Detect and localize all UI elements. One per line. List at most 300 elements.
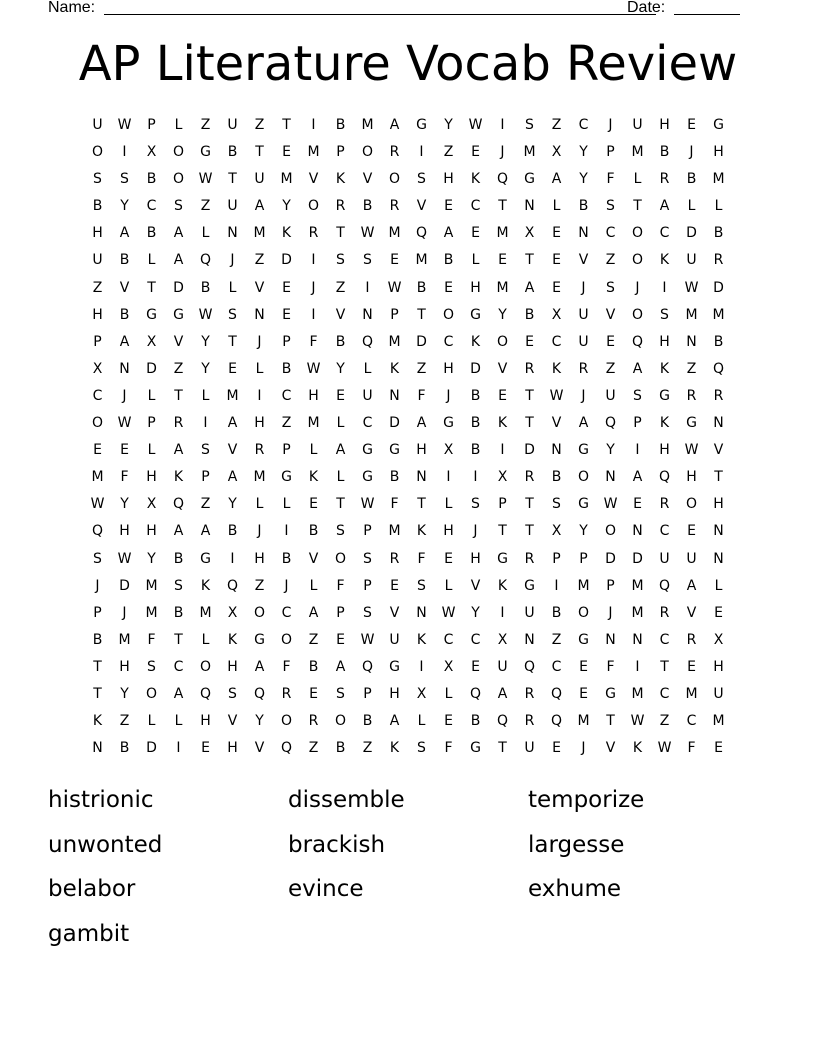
grid-letter: V	[686, 604, 697, 621]
grid-letter: U	[578, 306, 589, 323]
grid-letter: I	[311, 252, 316, 269]
grid-letter: O	[577, 604, 590, 621]
grid-letter: E	[309, 496, 318, 513]
grid-letter: R	[686, 387, 697, 404]
grid-letter: R	[389, 550, 400, 567]
grid-letter: L	[714, 198, 723, 215]
grid-letter: P	[147, 117, 156, 133]
grid-letter: G	[443, 415, 454, 432]
grid-letter: T	[525, 387, 534, 404]
grid-letter: C	[146, 198, 157, 215]
word-list-item: dissemble	[288, 787, 405, 813]
grid-letter: T	[336, 496, 345, 513]
grid-letter: L	[201, 225, 210, 242]
grid-letter: N	[227, 225, 238, 242]
grid-letter: Z	[686, 360, 697, 377]
grid-letter: T	[174, 387, 183, 404]
grid-letter: E	[687, 658, 696, 675]
grid-letter: R	[713, 252, 724, 269]
grid-letter: B	[524, 306, 535, 323]
grid-letter: M	[199, 604, 212, 621]
grid-letter: O	[496, 333, 509, 350]
grid-letter: B	[335, 740, 346, 757]
grid-letter: G	[389, 658, 400, 675]
grid-letter: J	[581, 387, 586, 404]
grid-letter: H	[308, 387, 319, 404]
grid-letter: B	[200, 279, 211, 296]
grid-letter: C	[443, 333, 454, 350]
grid-letter: S	[552, 496, 561, 513]
grid-letter: K	[659, 415, 670, 432]
grid-row	[84, 491, 732, 518]
grid-letter: Y	[444, 117, 453, 133]
grid-letter: D	[686, 225, 697, 242]
grid-letter: J	[689, 144, 694, 161]
grid-letter: Y	[579, 171, 588, 188]
grid-letter: I	[419, 144, 424, 161]
grid-letter: D	[470, 360, 481, 377]
grid-letter: S	[228, 685, 237, 702]
grid-letter: E	[687, 117, 696, 133]
grid-letter: Q	[550, 685, 563, 702]
grid-letter: A	[578, 415, 589, 432]
grid-letter: N	[578, 225, 589, 242]
grid-letter: E	[552, 225, 561, 242]
grid-letter: A	[227, 415, 238, 432]
grid-letter: C	[659, 225, 670, 242]
grid-letter: K	[173, 469, 184, 486]
grid-letter: S	[363, 604, 372, 621]
grid-letter: D	[146, 360, 157, 377]
grid-letter: D	[524, 442, 535, 459]
grid-letter: R	[686, 631, 697, 648]
grid-letter: W	[198, 306, 213, 323]
word-list-item: evince	[288, 876, 364, 902]
grid-letter: E	[336, 631, 345, 648]
grid-letter: I	[311, 117, 316, 133]
grid-letter: B	[173, 550, 184, 567]
grid-letter: B	[416, 279, 427, 296]
grid-letter: G	[146, 306, 157, 323]
grid-letter: W	[684, 279, 699, 296]
grid-letter: Z	[254, 577, 265, 594]
grid-letter: B	[470, 387, 481, 404]
grid-letter: O	[91, 144, 104, 161]
grid-letter: S	[660, 306, 669, 323]
grid-letter: W	[90, 496, 105, 513]
grid-letter: B	[470, 442, 481, 459]
grid-letter: A	[254, 658, 265, 675]
grid-letter: X	[146, 144, 157, 161]
grid-letter: U	[227, 117, 238, 133]
grid-letter: J	[608, 604, 613, 621]
grid-letter: F	[147, 631, 156, 648]
grid-letter: G	[254, 631, 265, 648]
grid-letter: M	[496, 225, 509, 242]
grid-letter: O	[91, 415, 104, 432]
grid-letter: J	[446, 387, 451, 404]
grid-letter: L	[309, 577, 318, 594]
grid-letter: X	[416, 685, 427, 702]
grid-letter: U	[578, 333, 589, 350]
grid-letter: I	[500, 604, 505, 621]
grid-row	[84, 464, 732, 491]
grid-letter: C	[362, 415, 373, 432]
grid-letter: R	[524, 685, 535, 702]
word-list	[48, 778, 768, 956]
grid-letter: L	[714, 577, 723, 594]
grid-letter: U	[497, 658, 508, 675]
grid-letter: E	[93, 442, 102, 459]
grid-letter: O	[604, 523, 617, 540]
grid-letter: M	[685, 306, 698, 323]
grid-letter: M	[415, 252, 428, 269]
grid-letter: B	[308, 658, 319, 675]
grid-letter: D	[632, 550, 643, 567]
grid-letter: S	[174, 198, 183, 215]
grid-letter: F	[390, 496, 399, 513]
grid-letter: T	[228, 333, 237, 350]
grid-letter: S	[417, 740, 426, 757]
grid-letter: G	[578, 442, 589, 459]
grid-row	[84, 193, 732, 220]
grid-letter: S	[228, 306, 237, 323]
grid-letter: P	[282, 442, 291, 459]
grid-letter: M	[631, 685, 644, 702]
grid-letter: Q	[361, 333, 374, 350]
grid-letter: P	[633, 415, 642, 432]
grid-letter: V	[362, 171, 373, 188]
grid-letter: U	[92, 252, 103, 269]
grid-letter: E	[714, 740, 723, 757]
grid-letter: F	[417, 387, 426, 404]
grid-letter: H	[119, 658, 130, 675]
grid-letter: R	[389, 144, 400, 161]
grid-letter: J	[311, 279, 316, 296]
grid-letter: M	[496, 279, 509, 296]
grid-letter: E	[687, 523, 696, 540]
grid-letter: M	[118, 631, 131, 648]
grid-letter: C	[659, 631, 670, 648]
grid-letter: T	[606, 713, 615, 730]
grid-letter: O	[685, 496, 698, 513]
grid-letter: I	[446, 469, 451, 486]
grid-letter: E	[120, 442, 129, 459]
grid-letter: W	[387, 279, 402, 296]
grid-letter: N	[713, 523, 724, 540]
grid-letter: Z	[200, 496, 211, 513]
grid-letter: A	[389, 117, 400, 133]
grid-letter: H	[92, 306, 103, 323]
grid-letter: E	[390, 252, 399, 269]
grid-letter: C	[551, 333, 562, 350]
grid-letter: F	[417, 550, 426, 567]
grid-letter: L	[444, 577, 453, 594]
grid-letter: B	[443, 252, 454, 269]
grid-letter: B	[713, 225, 724, 242]
grid-letter: R	[308, 713, 319, 730]
grid-letter: D	[416, 333, 427, 350]
grid-letter: B	[227, 144, 238, 161]
grid-letter: X	[713, 631, 724, 648]
grid-letter: H	[470, 279, 481, 296]
grid-letter: E	[579, 685, 588, 702]
grid-row	[84, 247, 732, 274]
grid-letter: V	[173, 333, 184, 350]
grid-letter: M	[712, 713, 725, 730]
grid-letter: Y	[579, 523, 588, 540]
grid-letter: O	[388, 171, 401, 188]
grid-letter: Q	[496, 713, 509, 730]
grid-letter: I	[284, 523, 289, 540]
grid-letter: N	[524, 631, 535, 648]
grid-letter: A	[497, 685, 508, 702]
grid-letter: Z	[200, 198, 211, 215]
grid-letter: N	[524, 198, 535, 215]
grid-letter: Y	[120, 198, 129, 215]
grid-letter: N	[605, 631, 616, 648]
grid-letter: Q	[361, 658, 374, 675]
grid-letter: U	[524, 740, 535, 757]
grid-letter: T	[417, 496, 426, 513]
grid-letter: B	[308, 523, 319, 540]
grid-letter: B	[686, 171, 697, 188]
grid-letter: M	[145, 577, 158, 594]
grid-letter: A	[335, 658, 346, 675]
grid-letter: T	[93, 658, 102, 675]
grid-letter: G	[200, 550, 211, 567]
grid-letter: S	[606, 279, 615, 296]
grid-letter: N	[632, 523, 643, 540]
grid-letter: L	[363, 360, 372, 377]
grid-letter: Z	[335, 279, 346, 296]
grid-letter: Q	[172, 496, 185, 513]
grid-letter: G	[416, 117, 427, 133]
grid-letter: V	[578, 252, 589, 269]
grid-letter: N	[119, 360, 130, 377]
grid-letter: M	[388, 225, 401, 242]
grid-letter: I	[635, 442, 640, 459]
grid-letter: H	[200, 713, 211, 730]
grid-letter: I	[176, 740, 181, 757]
grid-letter: J	[581, 279, 586, 296]
grid-row	[84, 546, 732, 573]
grid-letter: H	[713, 496, 724, 513]
grid-letter: B	[281, 360, 292, 377]
grid-letter: B	[281, 550, 292, 567]
grid-letter: G	[713, 117, 724, 133]
grid-letter: K	[551, 360, 562, 377]
grid-letter: V	[227, 713, 238, 730]
grid-letter: M	[712, 171, 725, 188]
grid-letter: I	[554, 577, 559, 594]
grid-letter: R	[659, 496, 670, 513]
grid-letter: K	[416, 523, 427, 540]
grid-letter: T	[228, 171, 237, 188]
grid-letter: L	[444, 685, 453, 702]
grid-letter: B	[470, 415, 481, 432]
grid-letter: E	[309, 685, 318, 702]
grid-letter: P	[93, 604, 102, 621]
grid-letter: L	[174, 117, 183, 133]
grid-letter: X	[146, 496, 157, 513]
grid-letter: M	[388, 523, 401, 540]
grid-letter: P	[606, 144, 615, 161]
grid-letter: Z	[308, 740, 319, 757]
grid-letter: R	[173, 415, 184, 432]
grid-letter: I	[311, 306, 316, 323]
grid-letter: I	[122, 144, 127, 161]
grid-letter: I	[662, 279, 667, 296]
grid-letter: Y	[471, 604, 480, 621]
grid-letter: L	[147, 713, 156, 730]
grid-letter: A	[389, 713, 400, 730]
grid-letter: L	[687, 198, 696, 215]
grid-letter: W	[306, 360, 321, 377]
grid-letter: K	[659, 252, 670, 269]
grid-row	[84, 600, 732, 627]
grid-letter: L	[471, 252, 480, 269]
grid-letter: B	[119, 306, 130, 323]
grid-row	[84, 356, 732, 383]
grid-letter: R	[524, 550, 535, 567]
grid-letter: C	[578, 117, 589, 133]
grid-letter: B	[119, 252, 130, 269]
grid-letter: K	[659, 360, 670, 377]
grid-letter: Q	[226, 577, 239, 594]
grid-letter: H	[254, 415, 265, 432]
grid-letter: A	[524, 279, 535, 296]
grid-letter: E	[336, 387, 345, 404]
grid-letter: J	[608, 117, 613, 133]
grid-letter: O	[172, 144, 185, 161]
grid-letter: P	[552, 550, 561, 567]
grid-letter: Q	[631, 333, 644, 350]
grid-letter: N	[416, 469, 427, 486]
grid-letter: Y	[498, 306, 507, 323]
grid-letter: R	[254, 442, 265, 459]
grid-letter: A	[659, 198, 670, 215]
grid-letter: O	[334, 550, 347, 567]
grid-letter: G	[578, 631, 589, 648]
grid-letter: T	[255, 144, 264, 161]
grid-letter: V	[713, 442, 724, 459]
grid-letter: H	[227, 740, 238, 757]
word-list-item: histrionic	[48, 787, 154, 813]
grid-letter: G	[470, 306, 481, 323]
grid-letter: V	[551, 415, 562, 432]
grid-letter: G	[659, 387, 670, 404]
grid-letter: O	[442, 306, 455, 323]
grid-letter: Z	[362, 740, 373, 757]
grid-letter: M	[226, 387, 239, 404]
grid-letter: K	[308, 469, 319, 486]
grid-letter: T	[93, 685, 102, 702]
grid-letter: S	[633, 387, 642, 404]
grid-letter: H	[254, 550, 265, 567]
grid-letter: V	[470, 577, 481, 594]
grid-letter: C	[173, 658, 184, 675]
grid-letter: J	[581, 740, 586, 757]
grid-letter: L	[309, 442, 318, 459]
grid-letter: D	[119, 577, 130, 594]
grid-letter: A	[173, 523, 184, 540]
grid-letter: S	[174, 577, 183, 594]
grid-letter: A	[227, 469, 238, 486]
grid-letter: H	[416, 442, 427, 459]
grid-letter: C	[605, 225, 616, 242]
grid-letter: R	[335, 198, 346, 215]
grid-letter: C	[92, 387, 103, 404]
grid-letter: Z	[416, 360, 427, 377]
grid-letter: E	[552, 740, 561, 757]
grid-letter: X	[443, 658, 454, 675]
grid-letter: V	[308, 171, 319, 188]
grid-letter: M	[631, 144, 644, 161]
grid-letter: A	[119, 333, 130, 350]
grid-letter: X	[497, 631, 508, 648]
grid-letter: G	[362, 469, 373, 486]
grid-letter: B	[146, 225, 157, 242]
grid-letter: S	[606, 198, 615, 215]
grid-letter: Y	[228, 496, 237, 513]
grid-letter: V	[254, 279, 265, 296]
grid-letter: L	[174, 713, 183, 730]
grid-letter: L	[417, 713, 426, 730]
grid-letter: L	[255, 360, 264, 377]
grid-letter: H	[686, 469, 697, 486]
grid-letter: E	[444, 713, 453, 730]
grid-letter: H	[92, 225, 103, 242]
grid-letter: A	[335, 442, 346, 459]
grid-letter: V	[254, 740, 265, 757]
grid-letter: J	[257, 333, 262, 350]
grid-letter: G	[524, 171, 535, 188]
grid-letter: A	[173, 442, 184, 459]
grid-letter: I	[635, 658, 640, 675]
grid-letter: M	[577, 577, 590, 594]
grid-letter: G	[173, 306, 184, 323]
grid-letter: M	[631, 577, 644, 594]
grid-letter: I	[500, 442, 505, 459]
word-list-item: unwonted	[48, 831, 163, 858]
grid-letter: O	[253, 604, 266, 621]
grid-letter: E	[498, 252, 507, 269]
grid-letter: Z	[605, 360, 616, 377]
grid-letter: L	[201, 631, 210, 648]
grid-letter: U	[362, 387, 373, 404]
grid-letter: T	[498, 740, 507, 757]
grid-letter: P	[363, 523, 372, 540]
grid-letter: K	[497, 415, 508, 432]
grid-letter: C	[281, 604, 292, 621]
grid-letter: T	[498, 523, 507, 540]
grid-letter: J	[284, 577, 289, 594]
grid-letter: M	[361, 117, 374, 133]
grid-letter: J	[257, 523, 262, 540]
grid-letter: S	[93, 171, 102, 188]
grid-letter: X	[227, 604, 238, 621]
grid-letter: T	[525, 415, 534, 432]
grid-letter: Q	[253, 685, 266, 702]
grid-letter: S	[93, 550, 102, 567]
grid-letter: H	[443, 360, 454, 377]
grid-letter: H	[470, 550, 481, 567]
grid-letter: A	[173, 685, 184, 702]
grid-letter: L	[147, 252, 156, 269]
grid-letter: B	[92, 631, 103, 648]
grid-letter: E	[471, 144, 480, 161]
